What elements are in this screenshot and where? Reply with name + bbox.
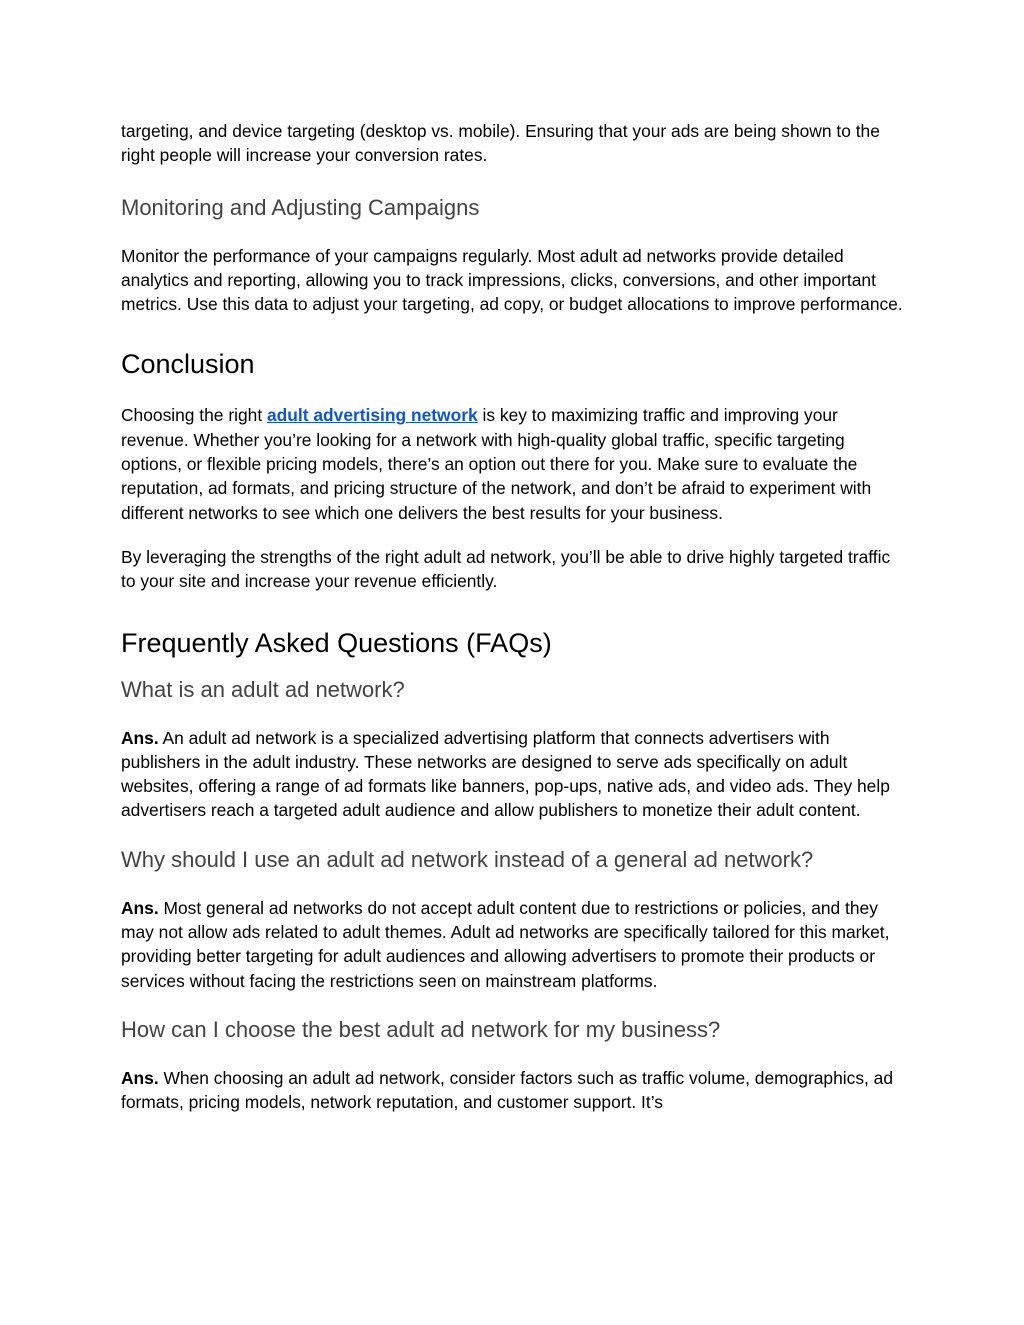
- faq-answer-1: [121, 726, 906, 823]
- faq-answer-2-text: Most general ad networks do not accept adult content due to restrictions or policies, and they may not allow ads related to adult themes. Adult ad networks are specifically tailored for this market, providing better targeting for adult audiences and allowing advertisers to promote their products or services without facing the restrictions seen on mainstream platforms.: [121, 897, 890, 991]
- monitoring-heading: Monitoring and Adjusting Campaigns: [121, 194, 480, 220]
- conclusion-text-before-link: Choosing the right: [121, 405, 267, 426]
- adult-advertising-network-link[interactable]: adult advertising network: [266, 405, 478, 426]
- answer-prefix: Ans.: [121, 1067, 159, 1088]
- faq-answer-3: [121, 1066, 906, 1115]
- conclusion-heading: Conclusion: [121, 349, 255, 380]
- conclusion-text-after-link: is key to maximizing traffic and improving your revenue. Whether you’re looking for a network with high-quality global traffic, specific targeting options, or flexible pricing models, there’s an option out there for you. Make sure to evaluate the reputation, ad formats, and pricing structure of the network, and don’t be afraid to experiment with different networks to see which one delivers the best results for your business.: [121, 405, 872, 523]
- faq-heading: Frequently Asked Questions (FAQs): [121, 627, 552, 658]
- faq-answer-2: [121, 896, 906, 993]
- answer-prefix: Ans.: [121, 897, 159, 918]
- intro-paragraph: targeting, and device targeting (desktop vs. mobile). Ensuring that your ads are being shown to the right people will increase your conversion rates.: [121, 121, 880, 166]
- conclusion-paragraph-2: By leveraging the strengths of the right adult ad network, you’ll be able to drive highly targeted traffic to your site and increase your revenue efficiently.: [121, 546, 891, 592]
- answer-prefix: Ans.: [121, 727, 159, 748]
- faq-question-3: How can I choose the best adult ad network for my business?: [121, 1016, 721, 1042]
- faq-answer-3-text: When choosing an adult ad network, consider factors such as traffic volume, demographics, ad formats, pricing models, network reputation, and customer support. It’s: [121, 1067, 894, 1113]
- faq-question-2: Why should I use an adult ad network instead of a general ad network?: [121, 846, 814, 872]
- document-page: [121, 119, 906, 1115]
- faq-question-1: What is an adult ad network?: [121, 676, 405, 702]
- monitoring-paragraph: Monitor the performance of your campaigns regularly. Most adult ad networks provide detailed analytics and reporting, allowing you to track impressions, clicks, conversions, and other important metrics. Use this data to adjust your targeting, ad copy, or budget allocations to improve performance.: [121, 245, 903, 315]
- faq-answer-1-text: An adult ad network is a specialized advertising platform that connects advertisers with publishers in the adult industry. These networks are designed to serve ads specifically on adult websites, offering a range of ad formats like banners, pop-ups, native ads, and video ads. They help advertisers reach a targeted adult audience and allow publishers to monetize their adult content.: [121, 727, 890, 821]
- conclusion-paragraph-1: [121, 403, 906, 524]
